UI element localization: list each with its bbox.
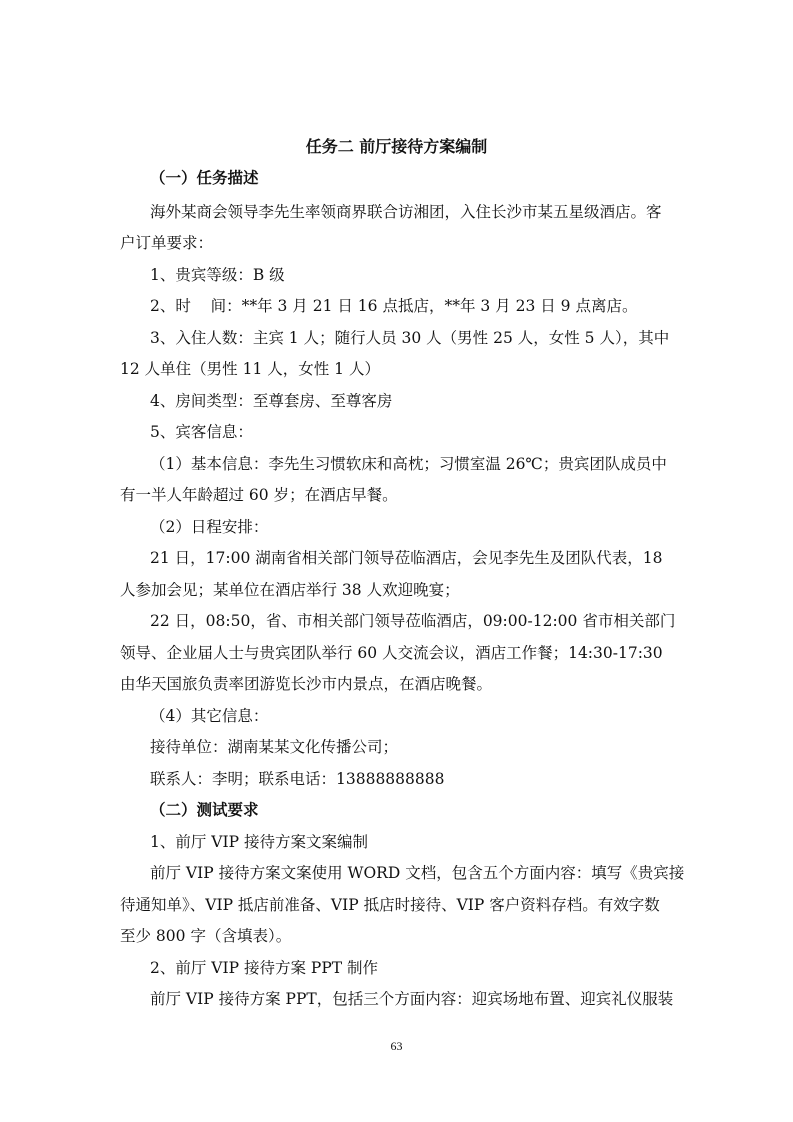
page-number: 63 xyxy=(390,1039,403,1053)
list-item-time: 2、时 间：**年 3 月 21 日 16 点抵店，**年 3 月 23 日 9 点离店。 xyxy=(150,297,638,315)
section-heading-test-requirements: （二）测试要求 xyxy=(150,801,259,819)
schedule-day-21-cont: 人参加会见；某单位在酒店举行 38 人欢迎晚宴； xyxy=(120,581,460,599)
list-item-vip-level: 1、贵宾等级：B 级 xyxy=(150,266,285,284)
requirement-1: 1、前厅 VIP 接待方案文案编制 xyxy=(150,833,368,851)
requirement-1-text-cont: 待通知单》、VIP 抵店前准备、VIP 抵店时接待、VIP 客户资料存档。有效字数 xyxy=(120,896,660,914)
schedule-day-22-cont: 领导、企业届人士与贵宾团队举行 60 人交流会议，酒店工作餐；14:30-17:30 xyxy=(120,644,663,662)
document-title: 任务二 前厅接待方案编制 xyxy=(305,137,488,156)
paragraph-line: 户订单要求： xyxy=(120,234,214,252)
schedule-day-21: 21 日，17:00 湖南省相关部门领导莅临酒店，会见李先生及团队代表，18 xyxy=(150,549,663,567)
requirement-2-text: 前厅 VIP 接待方案 PPT，包括三个方面内容：迎宾场地布置、迎宾礼仪服装 xyxy=(150,990,674,1008)
reception-unit: 接待单位：湖南某某文化传播公司； xyxy=(150,738,399,756)
requirement-2: 2、前厅 VIP 接待方案 PPT 制作 xyxy=(150,959,379,977)
sub-item-basic-info: （1）基本信息：李先生习惯软床和高枕；习惯室温 26℃；贵宾团队成员中 xyxy=(150,455,667,473)
list-item-occupancy: 3、入住人数：主宾 1 人；随行人员 30 人（男性 25 人，女性 5 人），其中 xyxy=(150,329,670,347)
sub-item-other-info: （4）其它信息： xyxy=(150,707,269,725)
requirement-1-text: 前厅 VIP 接待方案文案使用 WORD 文档，包含五个方面内容：填写《贵宾接 xyxy=(150,864,685,882)
list-item-guest-info: 5、宾客信息： xyxy=(150,423,253,441)
paragraph-line: 海外某商会领导李先生率领商界联合访湘团，入住长沙市某五星级酒店。客 xyxy=(150,203,662,221)
sub-item-schedule: （2）日程安排： xyxy=(150,518,269,536)
section-heading-task-description: （一）任务描述 xyxy=(150,169,259,187)
list-item-occupancy-cont: 12 人单住（男性 11 人，女性 1 人） xyxy=(120,360,380,378)
schedule-day-22-cont2: 由华天国旅负责率团游览长沙市内景点，在酒店晚餐。 xyxy=(120,675,493,693)
sub-item-basic-info-cont: 有一半人年龄超过 60 岁；在酒店早餐。 xyxy=(120,486,398,504)
schedule-day-22: 22 日，08:50，省、市相关部门领导莅临酒店，09:00-12:00 省市相关部门 xyxy=(150,612,676,630)
list-item-room-type: 4、房间类型：至尊套房、至尊客房 xyxy=(150,392,393,410)
contact-info: 联系人：李明；联系电话：13888888888 xyxy=(150,770,445,788)
requirement-1-text-cont2: 至少 800 字（含填表）。 xyxy=(120,927,292,945)
